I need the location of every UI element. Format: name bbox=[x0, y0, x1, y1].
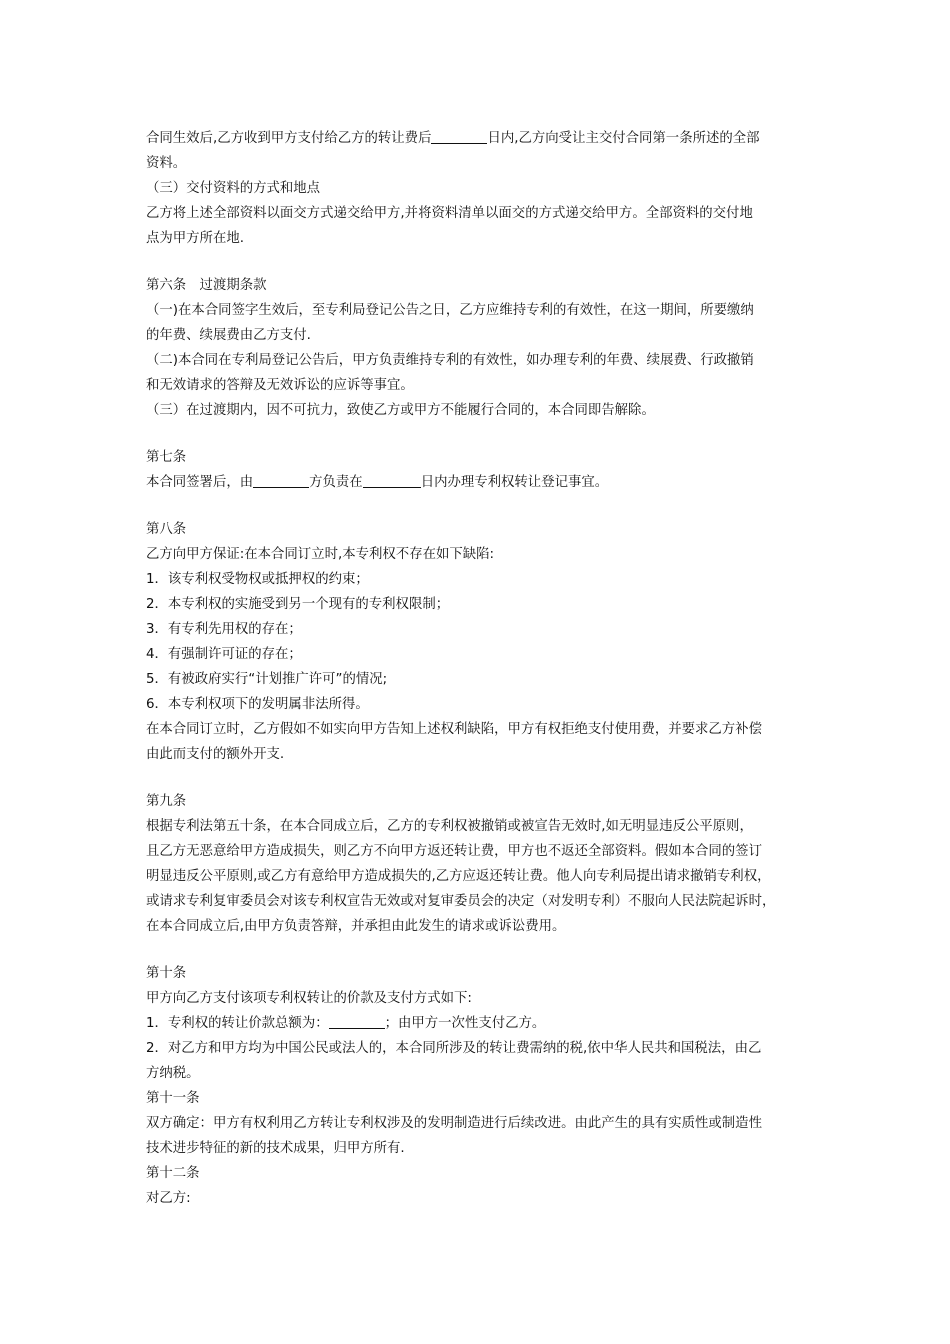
paragraph-line: 乙方向甲方保证:在本合同订立时,本专利权不存在如下缺陷: bbox=[146, 547, 495, 562]
list-item: 6．本专利权项下的发明属非法所得。 bbox=[146, 697, 369, 712]
paragraph-line: （一)在本合同签字生效后，至专利局登记公告之日，乙方应维持专利的有效性，在这一期间，所要缴纳 bbox=[146, 303, 754, 318]
paragraph-line: 和无效请求的答辩及无效诉讼的应诉等事宜。 bbox=[146, 378, 414, 393]
spacer bbox=[146, 939, 814, 961]
paragraph-line: 由此而支付的额外开支. bbox=[146, 747, 285, 762]
spacer bbox=[146, 251, 814, 273]
subsection-heading: （三）交付资料的方式和地点 bbox=[146, 181, 321, 196]
paragraph-line: 在本合同订立时，乙方假如不如实向甲方告知上述权利缺陷，甲方有权拒绝支付使用费，并要求乙方补偿 bbox=[146, 722, 762, 737]
text-run: ；由甲方一次性支付乙方。 bbox=[384, 1016, 546, 1031]
paragraph-line: （二)本合同在专利局登记公告后，甲方负责维持专利的有效性，如办理专利的年费、续展费、行政撤销 bbox=[146, 353, 754, 368]
spacer bbox=[146, 495, 814, 517]
list-item: 4．有强制许可证的存在； bbox=[146, 647, 302, 662]
article-title: 第六条 过渡期条款 bbox=[146, 278, 267, 293]
fill-in-blank bbox=[363, 473, 421, 488]
list-item: 5．有被政府实行“计划推广许可”的情况; bbox=[146, 672, 388, 687]
paragraph-line: 方纳税。 bbox=[146, 1066, 200, 1081]
fill-in-blank bbox=[431, 129, 487, 144]
paragraph-line: 资料。 bbox=[146, 156, 187, 171]
paragraph-line: 且乙方无恶意给甲方造成损失，则乙方不向甲方返还转让费，甲方也不返还全部资料。假如本合同的签订 bbox=[146, 844, 762, 859]
article-title: 第十二条 bbox=[146, 1166, 200, 1181]
paragraph-line: 甲方向乙方支付该项专利权转让的价款及支付方式如下: bbox=[146, 991, 472, 1006]
paragraph-line: 对乙方: bbox=[146, 1191, 191, 1206]
contract-body bbox=[146, 126, 814, 1211]
article-title: 第九条 bbox=[146, 794, 187, 809]
paragraph-line: 双方确定：甲方有权利用乙方转让专利权涉及的发明制造进行后续改进。由此产生的具有实质性或制造性 bbox=[146, 1116, 762, 1131]
article-title: 第七条 bbox=[146, 450, 187, 465]
list-item: 2．本专利权的实施受到另一个现有的专利权限制； bbox=[146, 597, 450, 612]
text-run: 本合同签署后，由 bbox=[146, 475, 254, 490]
paragraph-line: 技术进步特征的新的技术成果，归甲方所有. bbox=[146, 1141, 405, 1156]
text-run: 方负责在 bbox=[309, 475, 363, 490]
paragraph-line: 根据专利法第五十条，在本合同成立后，乙方的专利权被撤销或被宣告无效时,如无明显违反公平原则， bbox=[146, 819, 753, 834]
paragraph-line: 点为甲方所在地. bbox=[146, 231, 244, 246]
paragraph-line: 明显违反公平原则,或乙方有意给甲方造成损失的,乙方应返还转让费。他人向专利局提出请求撤销专利权， bbox=[146, 869, 771, 884]
list-item bbox=[146, 1011, 814, 1036]
spacer bbox=[146, 423, 814, 445]
article-title: 第十一条 bbox=[146, 1091, 200, 1106]
paragraph-line: 在本合同成立后,由甲方负责答辩，并承担由此发生的请求或诉讼费用。 bbox=[146, 919, 566, 934]
text-run: 日内办理专利权转让登记事宜。 bbox=[420, 475, 609, 490]
list-item: 1．该专利权受物权或抵押权的约束； bbox=[146, 572, 369, 587]
fill-in-blank bbox=[253, 473, 309, 488]
fill-in-blank bbox=[329, 1014, 385, 1029]
paragraph-line bbox=[146, 126, 814, 151]
list-item: 2．对乙方和甲方均为中国公民或法人的，本合同所涉及的转让费需纳的税,依中华人民共和国税法，由乙 bbox=[146, 1041, 762, 1056]
text-run: 合同生效后,乙方收到甲方支付给乙方的转让费后 bbox=[146, 131, 432, 146]
article-title: 第十条 bbox=[146, 966, 187, 981]
article-title: 第八条 bbox=[146, 522, 187, 537]
text-run: 1．专利权的转让价款总额为： bbox=[146, 1016, 329, 1031]
paragraph-line: 或请求专利复审委员会对该专利权宣告无效或对复审委员会的决定（对发明专利）不服向人民法院起诉时， bbox=[146, 894, 776, 909]
list-item: 3．有专利先用权的存在； bbox=[146, 622, 302, 637]
paragraph-line bbox=[146, 470, 814, 495]
paragraph-line: 乙方将上述全部资料以面交方式递交给甲方,并将资料清单以面交的方式递交给甲方。全部资料的交付地 bbox=[146, 206, 753, 221]
paragraph-line: 的年费、续展费由乙方支付. bbox=[146, 328, 311, 343]
spacer bbox=[146, 767, 814, 789]
text-run: 日内,乙方向受让主交付合同第一条所述的全部 bbox=[487, 131, 760, 146]
paragraph-line: （三）在过渡期内，因不可抗力，致使乙方或甲方不能履行合同的，本合同即告解除。 bbox=[146, 403, 655, 418]
